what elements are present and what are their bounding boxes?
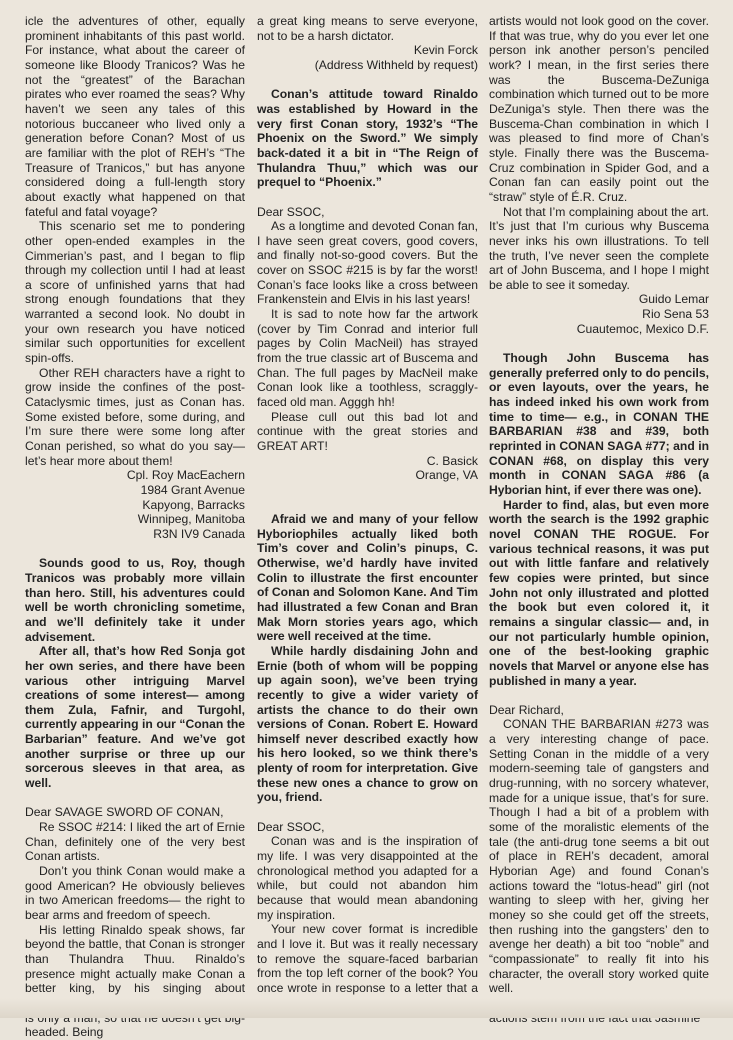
letter-paragraph: artists would not look good on the cover. If that was true, why do you ever let one person ink another person’s penciled work? I mean, in the first series there was the Buscema-DeZuniga combination which turned out to be more DeZuniga’s style. Then there was the Buscema-Chan combination in which I was pleased to find more of Chan’s style. Finally there was the Buscema-Cruz combination in Spider God, and a Conan fan can easily point out the “straw” style of É.R. Cruz. <box>489 14 709 204</box>
letter-paragraph: Not that I’m complaining about the art. It’s just that I’m curious why Buscema never inks his own illustrations. To tell the truth, I’ve never seen the complete art of John Buscema, and I hope I might be able to see it someday. <box>489 204 709 292</box>
signature-name: Cpl. Roy MacEachern <box>126 468 245 483</box>
signature-name: Guido Lemar <box>638 292 709 307</box>
editor-reply: Though John Buscema has generally preferred only to do pencils, or even layouts, over the years, he has indeed inked his own work from time to time— e.g., in CONAN THE BARBARIAN #38 and #39, both reprinted in CONAN SAGA #77; and in CONAN #68, on display this very month in CONAN SAGA #86 (a Hyborian hint, if ever there was one). <box>489 351 709 497</box>
editor-reply: Afraid we and many of your fellow Hyboriophiles actually liked both Tim’s cover and Colin’s pinups, C. Otherwise, we’d hardly have invited Colin to illustrate the first encounter of Conan and Solomon Kane. And Tim had illustrated a few Conan and Bran Mak Morn stories years ago, which were well received at the time. <box>257 511 478 644</box>
signature-address: Kapyong, Barracks <box>142 497 245 512</box>
signature-address: (Address Withheld by request) <box>314 57 478 72</box>
editor-reply: Sounds good to us, Roy, though Tranicos was probably more villain than hero. Still, his adventures could well be worth chronicling sometime, and we’ll definitely take it under advisement. <box>25 556 245 644</box>
editor-reply: After all, that’s how Red Sonja got her own series, and there have been various other intriguing Marvel creations of some interest— among them Zula, Fafnir, and Turgohl, currently appearing in our “Conan the Barbarian” feature. And we’ve got another surprise or three up our sorcerous sleeves in that area, as well. <box>25 644 245 791</box>
editor-reply: Harder to find, alas, but even more worth the search is the 1992 graphic novel CONAN THE ROGUE. For various technical reasons, it was put out with little fanfare and relatively few copies were printed, but since John not only illustrated and plotted the book but even colored it, it remains a singular classic— and, in our not particularly humble opinion, one of the best-looking graphic novels that Marvel or anyone else has published in many a year. <box>489 497 709 688</box>
letter-salutation: Dear SSOC, <box>257 204 325 219</box>
letter-paragraph: Re SSOC #214: I liked the art of Ernie Chan, definitely one of the very best Conan artists. <box>25 820 245 864</box>
letter-salutation: Dear SAVAGE SWORD OF CONAN, <box>25 805 224 820</box>
letter-paragraph: As a longtime and devoted Conan fan, I have seen great covers, good covers, and finally not-so-good covers. But the cover on SSOC #215 is by far the worst! Conan’s face looks like a cross between Frankenstein and Elvis in his last years! <box>257 219 478 307</box>
letter-paragraph: Don’t you think Conan would make a good American? He obviously believes in two American freedoms— the right to bear arms and freedom of speech. <box>25 864 245 922</box>
signature-address: Rio Sena 53 <box>642 307 709 322</box>
letter-paragraph: It is sad to note how far the artwork (cover by Tim Conrad and interior full pages by Colin MacNeil) has strayed from the true classic art of Buscema and Chan. The full pages by MacNeil make Conan look like a toothless, scraggly-faced old man. Agggh hh! <box>257 307 478 410</box>
signature-address: 1984 Grant Avenue <box>140 483 245 497</box>
signature-address: Cuautemoc, Mexico D.F. <box>576 321 709 336</box>
signature-name: Kevin Forck <box>413 43 478 58</box>
signature-address: Orange, VA <box>415 468 478 483</box>
signature-address: R3N IV9 Canada <box>153 526 245 541</box>
editor-reply: While hardly disdaining John and Ernie (both of whom will be popping up again soon), we’ve been trying recently to give a wider variety of artists the chance to do their own versions of Conan. Robert E. Howard himself never described exactly how his hero looked, so we think there’s plenty of room for interpretation. Give these new ones a chance to grow on you, friend. <box>257 643 478 805</box>
letter-paragraph: His letting Rinaldo speak shows, far beyond the battle, that Conan is stronger than Thulandra Thuu. Rinaldo’s presence might actually make Conan a better king, by his singing about headed. Being <box>25 922 245 1040</box>
letter-paragraph: a great king means to serve everyone, not to be a harsh dictator. <box>257 14 478 43</box>
page-bottom-edge <box>0 998 733 1018</box>
letter-paragraph: Other REH characters have a right to grow inside the confines of the post-Cataclysmic times, just as Conan has. Some existed before, some during, and I’m sure there were some long after Conan perished, so what do you say— let’s hear more about them! <box>25 365 245 468</box>
letter-salutation: Dear SSOC, <box>257 819 325 834</box>
letter-paragraph: icle the adventures of other, equally prominent inhabitants of this past world. For instance, what about the career of someone like Bloody Tranicos? Was he not the “greatest” of the Barachan pirates who ever roamed the seas? Why haven’t we seen any tales of this notorious buccaneer who lived only a generation before Conan? Most of us are familiar with the plot of REH’s “The Treasure of Tranicos,” but has anyone considered doing a full-length story about exactly what happened on that fateful and fatal voyage? <box>25 14 245 219</box>
letter-salutation: Dear Richard, <box>489 702 564 717</box>
signature-address: Winnipeg, Manitoba <box>137 512 245 527</box>
letter-paragraph: Conan was and is the inspiration of my life. I was very disappointed at the chronological method you adapted for a while, but could not abandon him because that would mean abandoning my inspiration. <box>257 834 478 922</box>
editor-reply: Conan’s attitude toward Rinaldo was established by Howard in the very first Conan story, 1932’s “The Phoenix on the Sword.” We simply back-dated it a bit in “The Reign of Thulandra Thuu,” which was our prequel to “Phoenix.” <box>257 87 478 190</box>
column-middle <box>257 14 478 1010</box>
signature-name: C. Basick <box>426 453 478 468</box>
letter-paragraph: This scenario set me to pondering other open-ended examples in the Cimmerian’s past, and I began to flip through my collection until I had at least a score of unfinished yarns that had strong enough foundations that they warranted a second look. No doubt in your own research you have noticed similar such opportunities for excellent spin-offs. <box>25 219 245 366</box>
column-left <box>25 14 245 1040</box>
letter-paragraph: Please cull out this bad lot and continue with the great stories and GREAT ART! <box>257 409 478 453</box>
column-right <box>489 14 709 1025</box>
letter-paragraph: CONAN THE BARBARIAN #273 was a very interesting change of pace. Setting Conan in the middle of a very modern-seeming tale of gangsters and drug-running, with no sorcery whatever, made for a unique issue, that’s for sure. Though I had a bit of a problem with some of the moralistic elements of the tale (the anti-drug tone seems a bit out of place in REH’s decadent, amoral Hyborian Age) and found Conan’s actions toward the “lotus-head” girl (not wanting to sleep with her, giving her money so she could get off the streets, then rushing into the gangsters’ den to avenge her death) a bit too “noble” and “compassionate” to really fit into his character, the overall story worked quite well. <box>489 717 709 996</box>
letter-paragraph: Your new cover format is incredible and I love it. But was it really necessary to remove the square-faced barbarian from the top left corner of the book? You once wrote in response to a letter that a <box>257 922 478 995</box>
